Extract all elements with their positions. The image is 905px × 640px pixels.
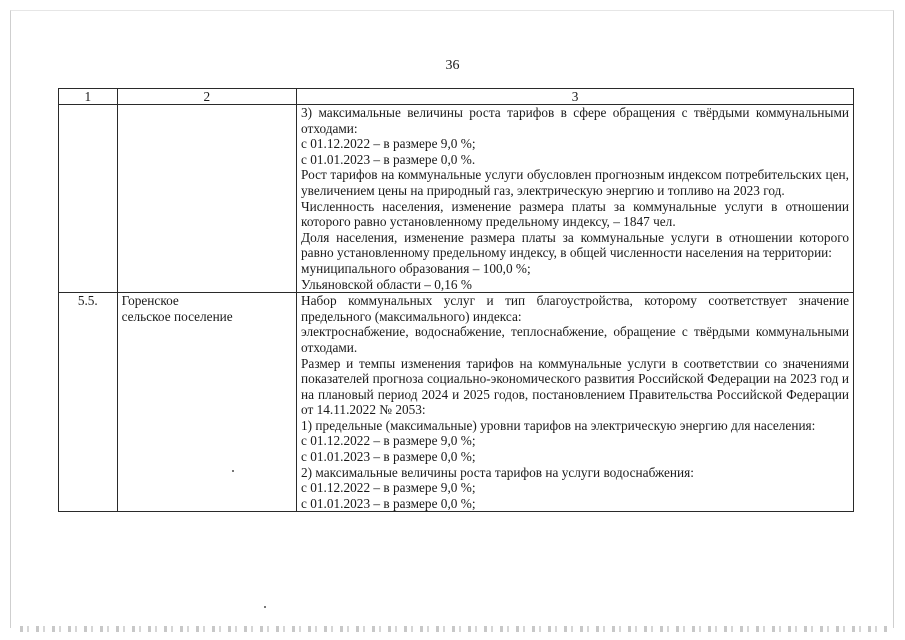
paragraph: Рост тарифов на коммунальные услуги обусловлен прогнозным индексом потребительских цен, увеличением цены на природный газ, электрическую энергию и топливо на 2023 год. <box>301 167 849 198</box>
tariff-table <box>58 88 854 512</box>
table-row-5-5 <box>59 293 854 512</box>
paragraph: с 01.01.2023 – в размере 0,0 %; <box>301 449 476 465</box>
table-header-row <box>59 89 854 105</box>
paragraph: с 01.01.2023 – в размере 0,0 %. <box>301 151 476 167</box>
paragraph: 2) максимальные величины роста тарифов на услуги водоснабжения: <box>301 464 694 480</box>
scan-speck <box>232 470 234 472</box>
settlement-name-line: Горенское <box>121 293 179 309</box>
paragraph: с 01.01.2023 – в размере 0,0 %; <box>301 495 476 511</box>
header-col-1: 1 <box>59 89 118 105</box>
scan-speck <box>264 606 266 608</box>
paragraph: Ульяновской области – 0,16 % <box>301 276 472 292</box>
paragraph: Доля населения, изменение размера платы за коммунальные услуги в отношении которого равно установленному предельному индексу, в общей численности населения на территории: <box>301 229 849 261</box>
paragraph: муниципального образования – 100,0 %; <box>301 260 531 276</box>
paragraph: с 01.12.2022 – в размере 9,0 %; <box>301 433 476 449</box>
description-cell <box>297 105 854 293</box>
settlement-name-line: сельское поселение <box>121 308 233 324</box>
table-row-continued <box>59 105 854 293</box>
row-number-cell: 5.5. <box>59 293 118 512</box>
paragraph: Набор коммунальных услуг и тип благоустройства, которому соответствует значение предельного (максимального) индекса: <box>301 293 849 324</box>
settlement-name-cell <box>117 105 296 293</box>
row-number-cell <box>59 105 118 293</box>
paragraph: электроснабжение, водоснабжение, теплоснабжение, обращение с твёрдыми коммунальными отходами. <box>301 324 849 355</box>
paragraph: 1) предельные (максимальные) уровни тарифов на электрическую энергию для населения: <box>301 417 816 433</box>
paragraph: с 01.12.2022 – в размере 9,0 %; <box>301 136 476 152</box>
paragraph: с 01.12.2022 – в размере 9,0 %; <box>301 480 476 496</box>
description-cell <box>297 293 854 512</box>
paragraph: Численность населения, изменение размера платы за коммунальные услуги в отношении которого равно установленному предельному индексу, – 1847 чел. <box>301 198 849 230</box>
scan-edge-noise <box>20 626 890 632</box>
page-number: 36 <box>445 58 460 73</box>
paragraph: Размер и темпы изменения тарифов на коммунальные услуги в соответствии со значениями показателей прогноза социально-экономического развития Российской Федерации на 2023 год и на плановый период 2024 и 2025 годов, постановлением Правительства Российской Федерации от 14.11.2022 № 2053: <box>301 355 849 418</box>
settlement-name-cell <box>117 293 296 512</box>
header-col-2: 2 <box>117 89 296 105</box>
header-col-3: 3 <box>297 89 854 105</box>
paragraph: 3) максимальные величины роста тарифов в сфере обращения с твёрдыми коммунальными отходами: <box>301 105 849 136</box>
